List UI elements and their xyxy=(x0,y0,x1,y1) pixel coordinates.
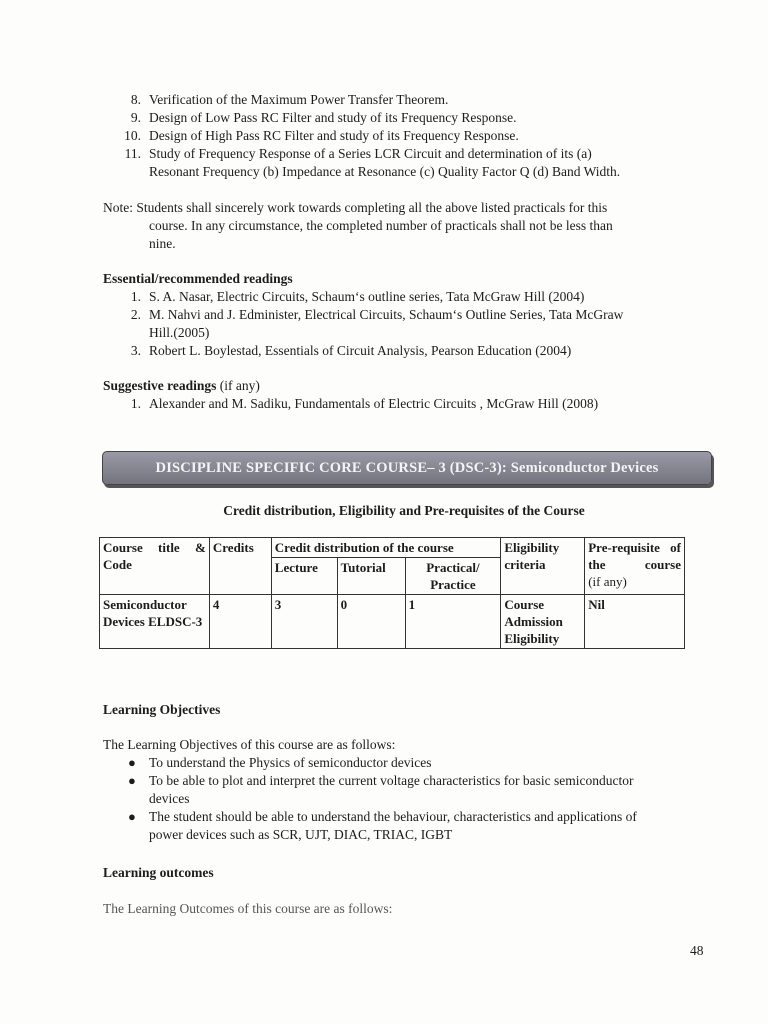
cell-practical: 1 xyxy=(405,595,501,649)
reading-number: 1. xyxy=(130,396,141,411)
practical-text: Design of Low Pass RC Filter and study of its Frequency Response. xyxy=(149,110,517,125)
reading-number: 1. xyxy=(130,289,141,304)
reading-text: S. A. Nasar, Electric Circuits, Schaum‘s outline series, Tata McGraw Hill (2004) xyxy=(149,289,585,304)
list-item xyxy=(128,754,432,772)
list-item xyxy=(128,772,634,808)
suggestive-heading-text: Suggestive readings xyxy=(103,378,217,393)
reading-number: 2. xyxy=(130,307,141,322)
practical-text: Verification of the Maximum Power Transfer Theorem. xyxy=(149,92,449,107)
bullet-icon: ● xyxy=(128,773,136,788)
list-item-text: To be able to plot and interpret the current voltage characteristics for basic semiconductor xyxy=(149,773,634,788)
learning-outcomes-heading: Learning outcomes xyxy=(103,865,214,880)
header-practical: Practical/ Practice xyxy=(405,558,501,595)
note-line-2: course. In any circumstance, the completed number of practicals shall not be less than xyxy=(149,218,613,233)
table-row xyxy=(100,595,685,649)
header-prerequisite-text: Pre-requisite of the course xyxy=(588,540,681,572)
course-banner: DISCIPLINE SPECIFIC CORE COURSE– 3 (DSC-3): Semiconductor Devices xyxy=(102,451,712,485)
list-item-text: power devices such as SCR, UJT, DIAC, TRIAC, IGBT xyxy=(149,827,453,842)
header-prerequisite xyxy=(585,538,685,595)
header-credits: Credits xyxy=(209,538,271,595)
cell-credits: 4 xyxy=(209,595,271,649)
practical-number: 9. xyxy=(130,110,141,125)
note-line-1: Note: Students shall sincerely work towards completing all the above listed practicals for this xyxy=(103,200,608,215)
bullet-icon: ● xyxy=(128,809,136,824)
page-number: 48 xyxy=(690,943,704,958)
learning-objectives-heading: Learning Objectives xyxy=(103,702,221,717)
reading-text: Robert L. Boylestad, Essentials of Circuit Analysis, Pearson Education (2004) xyxy=(149,343,572,358)
reading-text: Hill.(2005) xyxy=(149,325,210,340)
practical-text: Design of High Pass RC Filter and study of its Frequency Response. xyxy=(149,128,519,143)
cell-prerequisite: Nil xyxy=(585,595,685,649)
learning-outcomes-intro: The Learning Outcomes of this course are as follows: xyxy=(103,901,393,916)
table-title: Credit distribution, Eligibility and Pre-requisites of the Course xyxy=(223,503,585,518)
list-item-text: The student should be able to understand the behaviour, characteristics and applications of xyxy=(149,809,637,824)
learning-objectives-intro: The Learning Objectives of this course are as follows: xyxy=(103,737,396,752)
essential-readings-heading: Essential/recommended readings xyxy=(103,271,293,286)
cell-course: Semiconductor Devices ELDSC-3 xyxy=(100,595,210,649)
header-prerequisite-note: (if any) xyxy=(588,574,627,589)
reading-text: M. Nahvi and J. Edminister, Electrical Circuits, Schaum‘s Outline Series, Tata McGraw xyxy=(149,307,624,322)
header-tutorial: Tutorial xyxy=(337,558,405,595)
cell-lecture: 3 xyxy=(271,595,337,649)
learning-objectives-list xyxy=(128,754,637,844)
header-course-title: Course title & Code xyxy=(100,538,210,595)
list-item-text: devices xyxy=(149,791,190,806)
list-item-text: To understand the Physics of semiconductor devices xyxy=(149,755,432,770)
reading-text: Alexander and M. Sadiku, Fundamentals of Electric Circuits , McGraw Hill (2008) xyxy=(149,396,599,411)
table-header-row xyxy=(100,538,685,558)
practical-text: Resonant Frequency (b) Impedance at Resonance (c) Quality Factor Q (d) Band Width. xyxy=(149,164,621,179)
practical-number: 10. xyxy=(124,128,141,143)
header-credit-distribution: Credit distribution of the course xyxy=(271,538,501,558)
note-line-3: nine. xyxy=(149,236,176,251)
bullet-icon: ● xyxy=(128,755,136,770)
practical-number: 8. xyxy=(130,92,141,107)
list-item xyxy=(128,808,637,844)
practical-number: 11. xyxy=(124,146,141,161)
cell-tutorial: 0 xyxy=(337,595,405,649)
suggestive-heading-suffix: (if any) xyxy=(216,378,260,393)
header-eligibility: Eligibility criteria xyxy=(501,538,585,595)
cell-eligibility: Course Admission Eligibility xyxy=(501,595,585,649)
practical-text: Study of Frequency Response of a Series LCR Circuit and determination of its (a) xyxy=(149,146,592,161)
suggestive-readings-heading xyxy=(103,377,260,395)
header-lecture: Lecture xyxy=(271,558,337,595)
reading-number: 3. xyxy=(130,343,141,358)
credit-distribution-table xyxy=(99,537,685,649)
